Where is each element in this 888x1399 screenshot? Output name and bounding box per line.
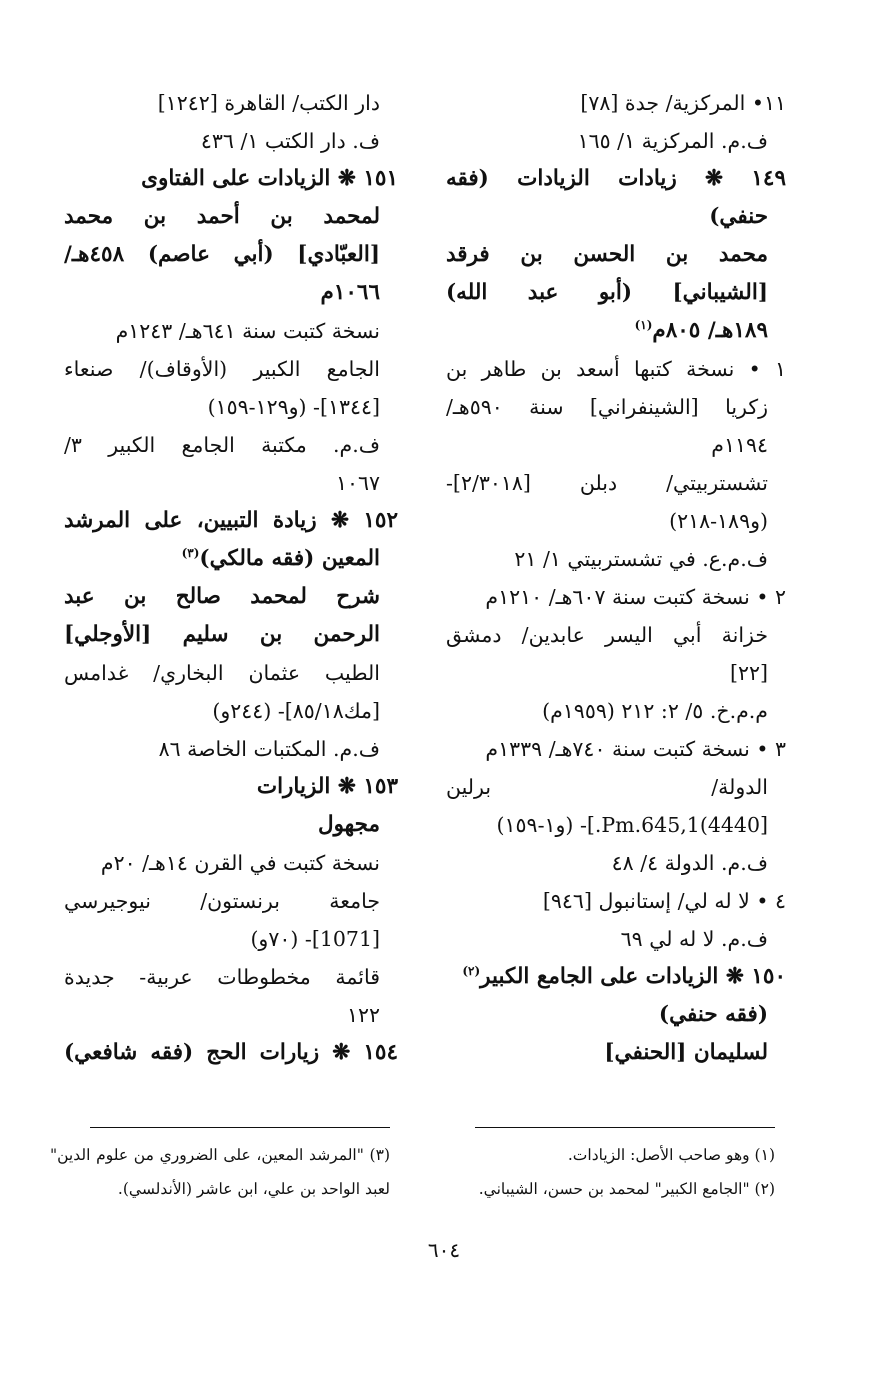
- line-text: ١ • نسخة كتبها أسعد بن طاهر بن: [446, 357, 786, 381]
- page-number: ٦٠٤: [427, 1238, 461, 1262]
- right-column: [446, 84, 786, 1072]
- footnote-2: (٢) "الجامع الكبير" لمحمد بن حسن، الشيباني.: [478, 1180, 775, 1198]
- entry-text-line: [64, 654, 398, 692]
- entry-text-line: [64, 844, 398, 882]
- line-text: حنفي): [709, 204, 768, 229]
- line-text: نسخة كتبت سنة ٦٤١هـ/ ١٢٤٣م: [115, 319, 380, 343]
- entry-text-line: [446, 806, 786, 844]
- line-text: [٢٢]: [729, 661, 768, 685]
- entry-heading-line: [64, 274, 398, 312]
- entry-text-line: [64, 350, 398, 388]
- line-text: ١٥١ ❋ الزيادات على الفتاوى: [141, 166, 398, 191]
- line-text: م.م.خ. ٥/ ٢: ٢١٢ (١٩٥٩م): [542, 699, 768, 723]
- line-text: دار الكتب/ القاهرة [١٢٤٢]: [157, 91, 380, 115]
- line-text: ١٢٢: [346, 1003, 380, 1027]
- entry-text-line: [446, 388, 786, 426]
- line-text: مجهول: [317, 812, 380, 837]
- line-text: ١٠٦٦م: [320, 280, 380, 305]
- entry-text-line: [446, 350, 786, 388]
- footnote-1: (١) وهو صاحب الأصل: الزيادات.: [567, 1146, 775, 1164]
- line-text: ١٠٦٧: [335, 471, 380, 495]
- line-text: لسليمان [الحنفي]: [604, 1040, 768, 1065]
- line-text: محمد بن الحسن بن فرقد: [446, 242, 768, 267]
- line-text: [1071]- (٧٠و): [250, 927, 380, 951]
- entry-text-line: [446, 768, 786, 806]
- footnote-marker: (٢): [462, 963, 481, 978]
- line-text: قائمة مخطوطات عربية- جديدة: [64, 965, 380, 989]
- line-text: [الشيباني] (أبو عبد الله): [446, 280, 768, 305]
- entry-text-line: [446, 920, 786, 958]
- line-text: ف.م. المركزية ١/ ١٦٥: [577, 129, 768, 153]
- entry-text-line: [446, 578, 786, 616]
- line-text: ف. دار الكتب ١/ ٤٣٦: [200, 129, 380, 153]
- line-text: (فقه حنفي): [658, 1002, 768, 1027]
- entry-text-line: [446, 844, 786, 882]
- line-text: الدولة/ برلين: [446, 775, 768, 799]
- left-column: [64, 84, 398, 1072]
- footnote-marker: (١): [634, 317, 653, 332]
- line-text: ١٥٢ ❋ زيادة التبيين، على المرشد: [64, 508, 398, 533]
- entry-text-line: [446, 692, 786, 730]
- line-text: الجامع الكبير (الأوقاف)/ صنعاء: [64, 357, 380, 381]
- line-text: تشستربيتي/ دبلن [٢/٣٠١٨]-: [446, 471, 768, 495]
- entry-text-line: [64, 920, 398, 958]
- line-text: ٤ • لا له لي/ إستانبول [٩٤٦]: [542, 889, 786, 913]
- entry-heading-line: [446, 996, 786, 1034]
- entry-text-line: [64, 312, 398, 350]
- entry-text-line: [446, 616, 786, 654]
- entry-text-line: [446, 502, 786, 540]
- line-text: نسخة كتبت في القرن ١٤هـ/ ٢٠م: [100, 851, 380, 875]
- entry-heading-line: [446, 236, 786, 274]
- line-text: لمحمد بن أحمد بن محمد: [64, 204, 380, 229]
- entry-text-line: [446, 84, 786, 122]
- entry-heading-line: [64, 806, 398, 844]
- entry-heading-line: [446, 1034, 786, 1072]
- line-text: ١٥٠ ❋ الزيادات على الجامع الكبير: [480, 964, 786, 989]
- line-text: ف.م. مكتبة الجامع الكبير ٣/: [64, 433, 380, 457]
- entry-heading-line: [64, 616, 398, 654]
- line-text: ٢ • نسخة كتبت سنة ٦٠٧هـ/ ١٢١٠م: [485, 585, 786, 609]
- entry-text-line: [446, 464, 786, 502]
- entry-text-line: [64, 882, 398, 920]
- entry-heading-line: [446, 198, 786, 236]
- line-text: (و١٨٩-٢١٨): [669, 509, 768, 533]
- line-text: [١٣٤٤]- (و١٢٩-١٥٩): [207, 395, 380, 419]
- entry-heading-line: [446, 274, 786, 312]
- footnotes-right: [440, 1138, 775, 1206]
- entry-heading-line: [64, 768, 398, 806]
- line-text: ف.م.ع. في تشستربيتي ١/ ٢١: [514, 547, 768, 571]
- entry-text-line: [64, 426, 398, 464]
- entry-heading-line: [64, 502, 398, 540]
- entry-heading-line: [64, 540, 398, 578]
- entry-heading-line: [446, 958, 786, 996]
- line-text: ف.م. لا له لي ٦٩: [620, 927, 768, 951]
- entry-text-line: [64, 388, 398, 426]
- entry-heading-line: [64, 198, 398, 236]
- entry-text-line: [64, 464, 398, 502]
- line-text: [مك٨٥/١٨]- (٢٤٤و): [212, 699, 380, 723]
- line-text: الطيب عثمان البخاري/ غدامس: [64, 661, 380, 685]
- entry-heading-line: [64, 1034, 398, 1072]
- line-text: ١٥٤ ❋ زيارات الحج (فقه شافعي): [64, 1040, 398, 1065]
- footnote-marker: (٣): [181, 545, 200, 560]
- footnotes-left: [50, 1138, 390, 1206]
- line-text: ٣ • نسخة كتبت سنة ٧٤٠هـ/ ١٣٣٩م: [485, 737, 786, 761]
- entry-text-line: [64, 122, 398, 160]
- line-text: المعين (فقه مالكي): [199, 546, 380, 571]
- entry-text-line: [64, 996, 398, 1034]
- line-text: جامعة برنستون/ نيوجيرسي: [64, 889, 380, 913]
- line-text: شرح لمحمد صالح بن عبد: [64, 584, 380, 609]
- entry-text-line: [64, 692, 398, 730]
- entry-text-line: [64, 730, 398, 768]
- line-text: ١١٩٤م: [711, 433, 768, 457]
- entry-text-line: [446, 426, 786, 464]
- line-text: خزانة أبي اليسر عابدين/ دمشق: [446, 623, 768, 647]
- line-text: ف.م. الدولة ٤/ ٤٨: [611, 851, 768, 875]
- entry-text-line: [446, 730, 786, 768]
- line-text: ١٥٣ ❋ الزيارات: [256, 774, 398, 799]
- line-text: ١٤٩ ❋ زيادات الزيادات (فقه: [446, 166, 786, 191]
- line-text: ١١• المركزية/ جدة [٧٨]: [580, 91, 786, 115]
- entry-heading-line: [446, 160, 786, 198]
- entry-text-line: [446, 540, 786, 578]
- line-text: الرحمن بن سليم [الأوجلي]: [64, 622, 380, 647]
- entry-text-line: [64, 84, 398, 122]
- entry-heading-line: [446, 312, 786, 350]
- entry-text-line: [446, 122, 786, 160]
- entry-heading-line: [64, 578, 398, 616]
- line-text: [العبّادي] (أبي عاصم) ٤٥٨هـ/: [64, 242, 380, 267]
- footnote-divider-left: [90, 1127, 390, 1128]
- line-text: ١٨٩هـ/ ٨٠٥م: [652, 318, 768, 343]
- entry-text-line: [64, 958, 398, 996]
- footnote-3-continued: لعبد الواحد بن علي، ابن عاشر (الأندلسي).: [117, 1180, 390, 1198]
- entry-text-line: [446, 882, 786, 920]
- entry-text-line: [446, 654, 786, 692]
- footnote-divider-right: [475, 1127, 775, 1128]
- entry-heading-line: [64, 160, 398, 198]
- line-text: ف.م. المكتبات الخاصة ٨٦: [158, 737, 380, 761]
- line-text: [4440)Pm.645,1.]- (و١-١٥٩): [496, 813, 768, 837]
- footnote-3: (٣) "المرشد المعين، على الضروري من علوم الدين": [50, 1146, 390, 1164]
- entry-heading-line: [64, 236, 398, 274]
- line-text: زكريا [الشينفراني] سنة ٥٩٠هـ/: [446, 395, 768, 419]
